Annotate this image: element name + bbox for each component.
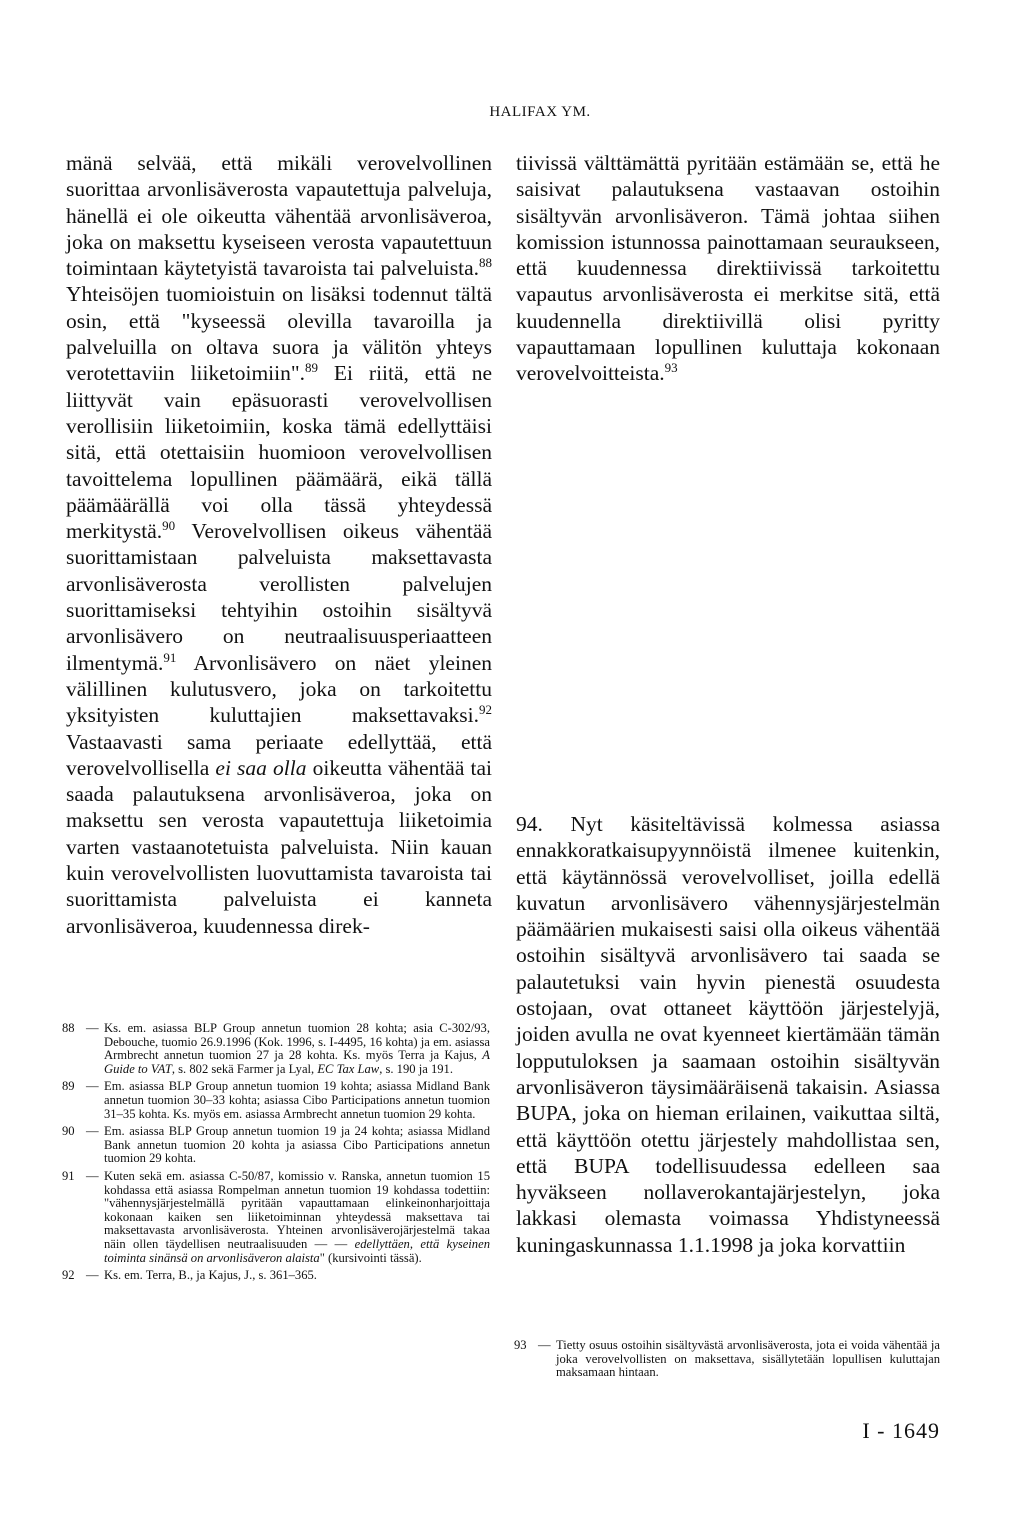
footnote-text: Em. asiassa BLP Group annetun tuomion 19 ja 24 kohta; asiassa Midland Bank annetun tuomion 20 kohta ja asiassa Cibo Participations annetun tuomion 29 kohta. xyxy=(104,1124,490,1166)
text-segment: oikeutta vähentää tai saada palautuksena arvonlisäveroa, joka on maksettu sen verosta vapautettuja liiketoimia varten vastaanotetuista palveluista. Niin kauan kuin verovelvollisten luovuttamista tavaroista tai suorittamista palveluista ei kanneta arvonlisäveroa, kuudennessa direk- xyxy=(66,755,492,938)
footnotes-right xyxy=(514,1339,940,1384)
footnote-89 xyxy=(62,1080,490,1121)
footnote-ref-92: 92 xyxy=(479,702,492,718)
footnote-text xyxy=(104,1022,490,1076)
paragraph-93-continued xyxy=(66,150,492,939)
page-number: I - 1649 xyxy=(862,1418,940,1443)
footnote-text: Ks. em. Terra, B., ja Kajus, J., s. 361–365. xyxy=(104,1268,317,1283)
text-segment: Yhteisöjen tuomioistuin on lisäksi todennut tältä osin, että "kyseessä olevilla tavaroilla ja palveluilla on oltava suora ja välitön yhteys verotettaviin liiketoimiin". xyxy=(66,282,492,386)
book-title: EC Tax Law xyxy=(317,1061,380,1076)
text-segment: Vastaavasti sama periaate edellyttää, että verovelvollisella xyxy=(66,729,492,780)
text-segment: , s. 190 ja 191. xyxy=(379,1061,453,1076)
text-segment: " (kursivointi tässä). xyxy=(319,1250,422,1265)
text-segment: tiivissä välttämättä pyritään estämään se, että he saisivat palautuksena vastaavan ostoihin sisältyvän arvonlisäveron. Tämä johtaa siihen komission istunnossa painottamaan seuraukseen, että kuudennessa direktiivissä tarkoitettu vapautus arvonlisäverosta ei merkitse sitä, että kuudennella direktiivillä olisi pyritty vapauttamaan lopullinen kuluttaja kokonaan verovelvoitteista. xyxy=(516,151,940,386)
footnote-text: Tietty osuus ostoihin sisältyvästä arvonlisäverosta, jota ei voida vähentää ja joka verovelvollisten on maksettava, sisällytetään lopullisen kuluttajan maksamaan hintaan. xyxy=(556,1338,940,1380)
paragraph-93-end xyxy=(516,150,940,387)
right-column-top xyxy=(516,150,940,387)
footnote-dash: — xyxy=(86,1124,99,1139)
footnote-number: 92 xyxy=(62,1268,75,1283)
footnote-ref-93: 93 xyxy=(664,360,678,376)
footnote-number: 90 xyxy=(62,1124,75,1139)
footnote-dash: — xyxy=(86,1268,99,1283)
book-title: A Guide to VAT xyxy=(104,1048,490,1076)
footnotes-left xyxy=(62,1022,490,1287)
footnote-dash: — xyxy=(538,1338,551,1352)
running-header xyxy=(0,104,1024,121)
text-segment: Ks. em. asiassa BLP Group annetun tuomion 28 kohta; asia C-302/93, Debouche, tuomio 26.9.1996 (Kok. 1996, s. I-4495, 16 kohta) ja em. asiassa Armbrecht annetun tuomion 27 ja 28 kohta. Ks. myös Terra ja Kajus, xyxy=(104,1021,490,1063)
footnote-90 xyxy=(62,1125,490,1166)
footnote-number: 89 xyxy=(62,1079,75,1094)
footnote-dash: — xyxy=(86,1079,99,1094)
footnote-text xyxy=(104,1170,490,1265)
right-column-paragraph-94 xyxy=(516,811,940,1258)
text-segment: Arvonlisävero on näet yleinen välillinen kulutusvero, joka on tarkoitettu yksityisten kuluttajien maksettavaksi. xyxy=(66,650,492,728)
footnote-92 xyxy=(62,1269,490,1283)
footnote-ref-89: 89 xyxy=(305,360,319,376)
footnote-88 xyxy=(62,1022,490,1076)
footnote-ref-88: 88 xyxy=(479,255,492,271)
footnote-dash: — xyxy=(86,1021,99,1035)
footnote-93 xyxy=(514,1339,940,1380)
emphasis-text: ei saa olla xyxy=(215,755,307,780)
footnote-dash: — xyxy=(86,1168,99,1183)
text-segment: Ei riitä, että ne liittyvät vain epäsuorasti verovelvollisen verollisiin liiketoimiin, koska tämä edellyttäisi sitä, että otettaisiin huomioon verovelvollisen tavoittelema lopullinen päämäärä, eikä tällä päämäärällä voi olla tässä yhteydessä merkitystä. xyxy=(66,361,492,544)
text-segment: mänä selvää, että mikäli verovelvollinen suorittaa arvonlisäverosta vapautettuja palveluja, hänellä ei ole oikeutta vähentää arvonlisäveroa, joka on maksettu kyseiseen verosta vapautettuun toimintaan käytetyistä tavaroista tai palveluista. xyxy=(66,151,492,281)
left-column xyxy=(66,150,492,939)
footnote-91 xyxy=(62,1170,490,1265)
footnote-ref-90: 90 xyxy=(162,518,176,533)
footnote-number: 88 xyxy=(62,1021,75,1035)
paragraph-94: 94. Nyt käsiteltävissä kolmessa asiassa ennakkoratkaisupyynnöistä ilmenee kuitenkin, että käytännössä verovelvolliset, joilla edellä kuvatun arvonlisävero vähennysjärjestelmän päämäärien mukaisesti saisi olla oikeus vähentää ostoihin sisältyvä arvonlisävero tai saada se palautetuksi vain hyvin pienestä osuudesta ostojaan, ovat ottaneet käyttöön järjestelyjä, joiden avulla ne ovat kyenneet kiertämään tämän lopputuloksen ja saamaan ostoihin sisältyvän arvonlisäveron täysimääräisenä takaisin. Asiassa BUPA, joka on hieman erilainen, vaikuttaa siltä, että käyttöön otettu järjestely mahdollistaa sen, että BUPA todellisuudessa edelleen saa hyväkseen nollaverokantajärjestelyn, joka lakkasi olemasta voimassa Yhdistyneessä kuningaskunnassa 1.1.1998 ja joka korvattiin xyxy=(516,812,940,1257)
footnote-number: 93 xyxy=(514,1338,527,1352)
running-title: HALIFAX YM. xyxy=(489,104,591,120)
text-segment: Kuten sekä em. asiassa C-50/87, komissio v. Ranska, annetun tuomion 15 kohdassa että asiassa Rompelman annetun tuomion 19 kohdassa todettiin: "vähennysjärjestelmällä pyritään vapauttamaan elinkeinonharjoittaja kokonaan kaiken sen liiketoiminnan yhteydessä maksettava tai maksettavasta arvonlisäverosta. Yhteinen arvonlisäverojärjestelmä takaa näin ollen täydellisen neutraalisuuden — — xyxy=(104,1168,490,1251)
emphasis-text: edellyttäen, että kyseinen toiminta sinänsä on arvonlisäveron alaista xyxy=(104,1236,490,1265)
text-segment: , s. 802 sekä Farmer ja Lyal, xyxy=(171,1061,318,1076)
footnote-text: Em. asiassa BLP Group annetun tuomion 19 kohta; asiassa Midland Bank annetun tuomion 30–33 kohta; asiassa Cibo Participations annetun tuomion 31–35 kohta. Ks. myös em. asiassa Armbrecht annetun tuomion 29 kohta. xyxy=(104,1079,490,1121)
footnote-ref-91: 91 xyxy=(163,649,177,665)
text-segment: Verovelvollisen oikeus vähentää suorittamistaan palveluista maksettavasta arvonlisäverosta verollisten palvelujen suorittamiseksi tehtyihin ostoihin sisältyvä arvonlisävero on neutraalisuusperiaatteen ilmentymä. xyxy=(66,519,492,675)
footnote-number: 91 xyxy=(62,1168,75,1183)
